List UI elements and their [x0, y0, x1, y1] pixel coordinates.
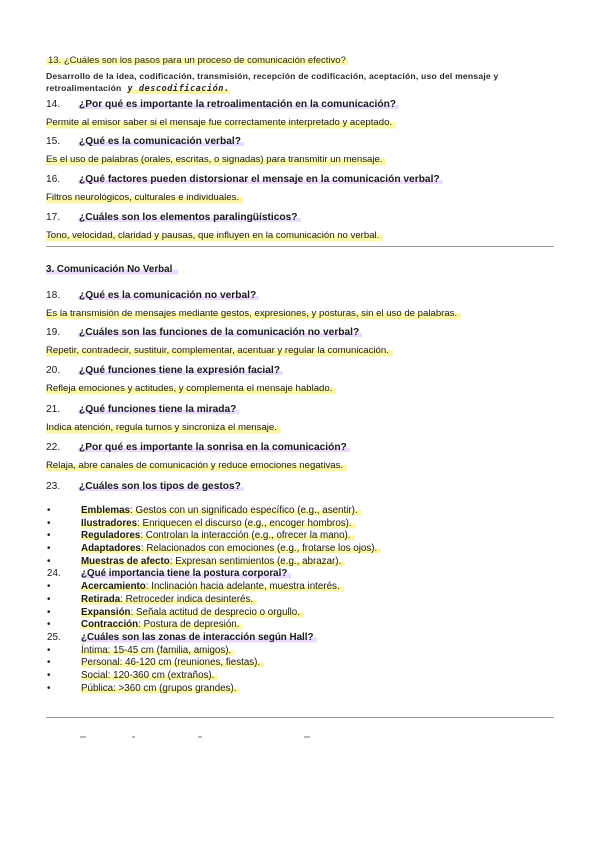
question-text: ¿Por qué es importante la retroalimentación en la comunicación? — [78, 99, 399, 110]
answer-text: Permite al emisor saber si el mensaje fue correctamente interpretado y aceptado. — [46, 116, 396, 129]
bullet-icon: • — [47, 555, 51, 567]
list-item: • Social: 120-360 cm (extraños). — [46, 670, 566, 683]
bullet-icon: • — [47, 505, 51, 516]
answer-text: Es el uso de palabras (orales, escritas, o signadas) para transmitir un mensaje. — [46, 153, 386, 166]
question-13-block — [46, 50, 566, 95]
question-24-line: 24. ¿Qué importancia tiene la postura corporal? — [46, 568, 566, 581]
list-item: • Emblemas: Gestos con un significado específico (e.g., asentir). — [46, 505, 566, 518]
question-13-title: 13. ¿Cuáles son los pasos para un proceso de comunicación efectivo? — [48, 55, 346, 66]
question-text: ¿Cuáles son las funciones de la comunicación no verbal? — [78, 327, 362, 338]
bullet-icon: • — [47, 530, 51, 542]
bullet-icon: • — [47, 682, 51, 694]
answer-text: Refleja emociones y actitudes, y complementa el mensaje hablado. — [46, 382, 336, 395]
bullet-icon: • — [47, 657, 51, 669]
qa-item: 21. ¿Qué funciones tiene la mirada? Indica atención, regula turnos y sincroniza el mensaje. — [46, 403, 566, 435]
handwritten-note: y descodificación. — [127, 84, 230, 94]
bullet-icon: • — [47, 543, 51, 555]
section-title: 3. Comunicación No Verbal — [46, 264, 178, 275]
qa-item: 15. ¿Qué es la comunicación verbal? Es el uso de palabras (orales, escritas, o signadas) para transmitir un mensaje. — [46, 135, 566, 167]
qa-item: 22. ¿Por qué es importante la sonrisa en la comunicación? Relaja, abre canales de comunicación y reduce emociones negativas. — [46, 441, 566, 473]
list-item: • Expansión: Señala actitud de desprecio o orgullo. — [46, 607, 566, 620]
question-text: ¿Qué es la comunicación no verbal? — [78, 290, 259, 301]
question-text: ¿Qué funciones tiene la expresión facial? — [78, 365, 283, 376]
divider — [46, 717, 554, 718]
bullet-icon: • — [47, 644, 51, 656]
question-text: ¿Qué factores pueden distorsionar el mensaje en la comunicación verbal? — [78, 174, 443, 185]
bullet-icon: • — [47, 619, 51, 631]
qa-item: 19. ¿Cuáles son las funciones de la comunicación no verbal? Repetir, contradecir, sustituir, complementar, acentuar y regular la comunicación. — [46, 326, 566, 358]
answer-text: Es la transmisión de mensajes mediante gestos, expresiones, y posturas, sin el uso de palabras. — [46, 307, 461, 320]
bullet-icon: • — [47, 581, 51, 593]
answer-text: Relaja, abre canales de comunicación y reduce emociones negativas. — [46, 459, 347, 472]
question-text: ¿Cuáles son las zonas de interacción según Hall? — [81, 632, 317, 643]
bullet-icon: • — [47, 517, 51, 529]
qa-item: 16. ¿Qué factores pueden distorsionar el mensaje en la comunicación verbal? Filtros neurológicos, culturales e individuales. — [46, 173, 566, 205]
answer-text: Tono, velocidad, claridad y pausas, que influyen en la comunicación no verbal. — [46, 229, 383, 242]
question-text: ¿Cuáles son los elementos paralingüísticos? — [78, 212, 301, 223]
answer-text: Filtros neurológicos, culturales e individuales. — [46, 191, 243, 204]
qa-item: 17. ¿Cuáles son los elementos paralingüísticos? Tono, velocidad, claridad y pausas, que influyen en la comunicación no verbal. — [46, 211, 566, 243]
bullet-icon: • — [47, 669, 51, 681]
list-item: • Íntima: 15-45 cm (familia, amigos). — [46, 645, 566, 658]
list-item: • Contracción: Postura de depresión. — [46, 619, 566, 632]
gesture-types-list — [46, 505, 566, 695]
cut-off-text-row — [80, 736, 320, 738]
list-item: • Reguladores: Controlan la interacción (e.g., ofrecer la mano). — [46, 530, 566, 543]
list-item: • Retirada: Retroceder indica desinterés. — [46, 594, 566, 607]
answer-text: Indica atención, regula turnos y sincroniza el mensaje. — [46, 421, 281, 434]
question-text: ¿Qué importancia tiene la postura corporal? — [81, 568, 291, 579]
list-item: • Personal: 46-120 cm (reuniones, fiestas). — [46, 657, 566, 670]
bullet-icon: • — [47, 593, 51, 605]
list-item: • Muestras de afecto: Expresan sentimientos (e.g., abrazar). — [46, 556, 566, 569]
list-item: • Adaptadores: Relacionados con emociones (e.g., frotarse los ojos). — [46, 543, 566, 556]
divider — [46, 246, 554, 247]
list-item: • Acercamiento: Inclinación hacia adelante, muestra interés. — [46, 581, 566, 594]
list-item: • Ilustradores: Enriquecen el discurso (e.g., encoger hombros). — [46, 518, 566, 531]
qa-item: 18. ¿Qué es la comunicación no verbal? Es la transmisión de mensajes mediante gestos, expresiones, y posturas, sin el uso de palabras. — [46, 289, 566, 321]
question-25-line: 25. ¿Cuáles son las zonas de interacción según Hall? — [46, 632, 566, 645]
qa-item: 23. ¿Cuáles son los tipos de gestos? — [46, 480, 566, 494]
question-text: ¿Qué funciones tiene la mirada? — [78, 404, 239, 415]
question-text: ¿Qué es la comunicación verbal? — [78, 136, 244, 147]
question-text: ¿Cuáles son los tipos de gestos? — [78, 481, 244, 492]
qa-item: 14. ¿Por qué es importante la retroalimentación en la comunicación? Permite al emisor saber si el mensaje fue correctamente interpretado y aceptado. — [46, 98, 566, 130]
question-13-answer: Desarrollo de la idea, codificación, transmisión, recepción de codificación, aceptación, uso del mensaje y retroalimentación y descodificación. — [46, 71, 499, 94]
qa-item: 20. ¿Qué funciones tiene la expresión facial? Refleja emociones y actitudes, y complementa el mensaje hablado. — [46, 364, 566, 396]
list-item: • Pública: >360 cm (grupos grandes). — [46, 683, 566, 696]
answer-text: Repetir, contradecir, sustituir, complementar, acentuar y regular la comunicación. — [46, 344, 393, 357]
question-text: ¿Por qué es importante la sonrisa en la comunicación? — [78, 442, 350, 453]
bullet-icon: • — [47, 606, 51, 618]
